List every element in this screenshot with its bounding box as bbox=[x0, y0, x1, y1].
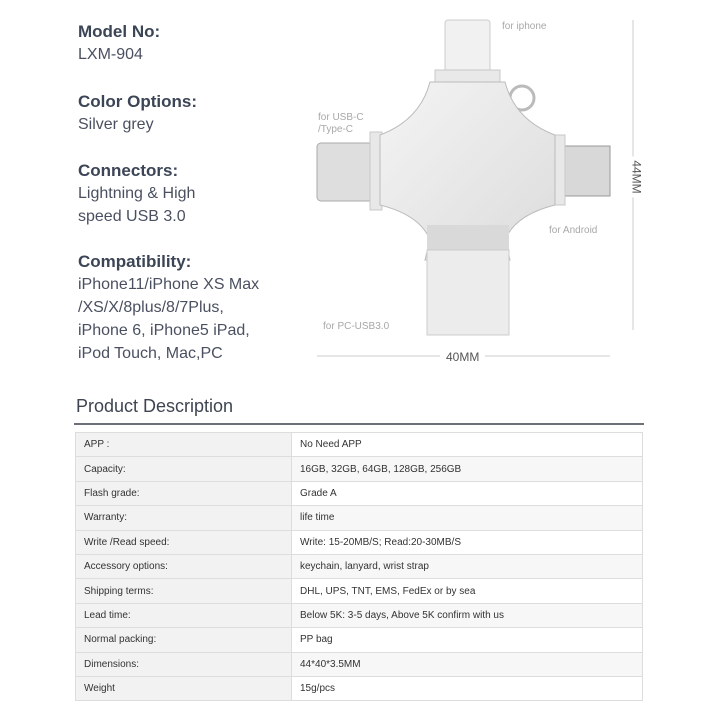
spec-compatibility bbox=[78, 251, 308, 365]
spec-value: speed USB 3.0 bbox=[78, 208, 186, 225]
row-label: Dimensions: bbox=[76, 652, 292, 676]
table-row bbox=[76, 506, 643, 530]
row-value: Grade A bbox=[292, 481, 643, 505]
spec-heading: Compatibility: bbox=[78, 252, 192, 271]
spec-color bbox=[78, 91, 308, 136]
row-label: Normal packing: bbox=[76, 628, 292, 652]
spec-heading: Color Options: bbox=[78, 92, 197, 111]
spec-value: Lightning & High bbox=[78, 185, 196, 202]
row-value: Write: 15-20MB/S; Read:20-30MB/S bbox=[292, 530, 643, 554]
divider bbox=[74, 423, 644, 425]
height-dimension: 44MM bbox=[630, 156, 644, 197]
row-label: APP : bbox=[76, 433, 292, 457]
spec-model bbox=[78, 21, 308, 66]
row-label: Weight bbox=[76, 676, 292, 700]
row-value: No Need APP bbox=[292, 433, 643, 457]
spec-value: LXM-904 bbox=[78, 46, 143, 63]
row-label: Write /Read speed: bbox=[76, 530, 292, 554]
row-value: keychain, lanyard, wrist strap bbox=[292, 554, 643, 578]
table-row bbox=[76, 676, 643, 700]
table-row bbox=[76, 628, 643, 652]
spec-connectors bbox=[78, 160, 308, 228]
spec-heading: Model No: bbox=[78, 22, 161, 41]
table-row bbox=[76, 652, 643, 676]
label-usbc: for USB-C bbox=[318, 112, 364, 123]
row-value: 15g/pcs bbox=[292, 676, 643, 700]
row-label: Flash grade: bbox=[76, 481, 292, 505]
row-label: Warranty: bbox=[76, 506, 292, 530]
spec-value: iPhone 6, iPhone5 iPad, bbox=[78, 322, 250, 339]
spec-table bbox=[75, 432, 643, 701]
spec-value: Silver grey bbox=[78, 116, 154, 133]
width-dimension: 40MM bbox=[440, 350, 485, 364]
spec-value: /XS/X/8plus/8/7Plus, bbox=[78, 299, 224, 316]
table-row bbox=[76, 433, 643, 457]
table-row bbox=[76, 530, 643, 554]
row-value: life time bbox=[292, 506, 643, 530]
usb-drive-image bbox=[300, 10, 660, 370]
row-label: Lead time: bbox=[76, 603, 292, 627]
section-title: Product Description bbox=[76, 396, 234, 416]
row-label: Accessory options: bbox=[76, 554, 292, 578]
label-android: for Android bbox=[549, 225, 598, 236]
label-typec: /Type-C bbox=[318, 124, 354, 135]
table-row bbox=[76, 603, 643, 627]
table-row bbox=[76, 579, 643, 603]
table-row bbox=[76, 457, 643, 481]
label-iphone: for iphone bbox=[502, 21, 547, 32]
row-value: Below 5K: 3-5 days, Above 5K confirm with us bbox=[292, 603, 643, 627]
row-value: 16GB, 32GB, 64GB, 128GB, 256GB bbox=[292, 457, 643, 481]
row-label: Shipping terms: bbox=[76, 579, 292, 603]
table-row bbox=[76, 481, 643, 505]
spec-value: iPhone11/iPhone XS Max bbox=[78, 276, 260, 293]
table-row bbox=[76, 554, 643, 578]
label-pc: for PC-USB3.0 bbox=[323, 321, 390, 332]
row-label: Capacity: bbox=[76, 457, 292, 481]
row-value: DHL, UPS, TNT, EMS, FedEx or by sea bbox=[292, 579, 643, 603]
spec-heading: Connectors: bbox=[78, 161, 179, 180]
row-value: PP bag bbox=[292, 628, 643, 652]
spec-value: iPod Touch, Mac,PC bbox=[78, 345, 223, 362]
row-value: 44*40*3.5MM bbox=[292, 652, 643, 676]
